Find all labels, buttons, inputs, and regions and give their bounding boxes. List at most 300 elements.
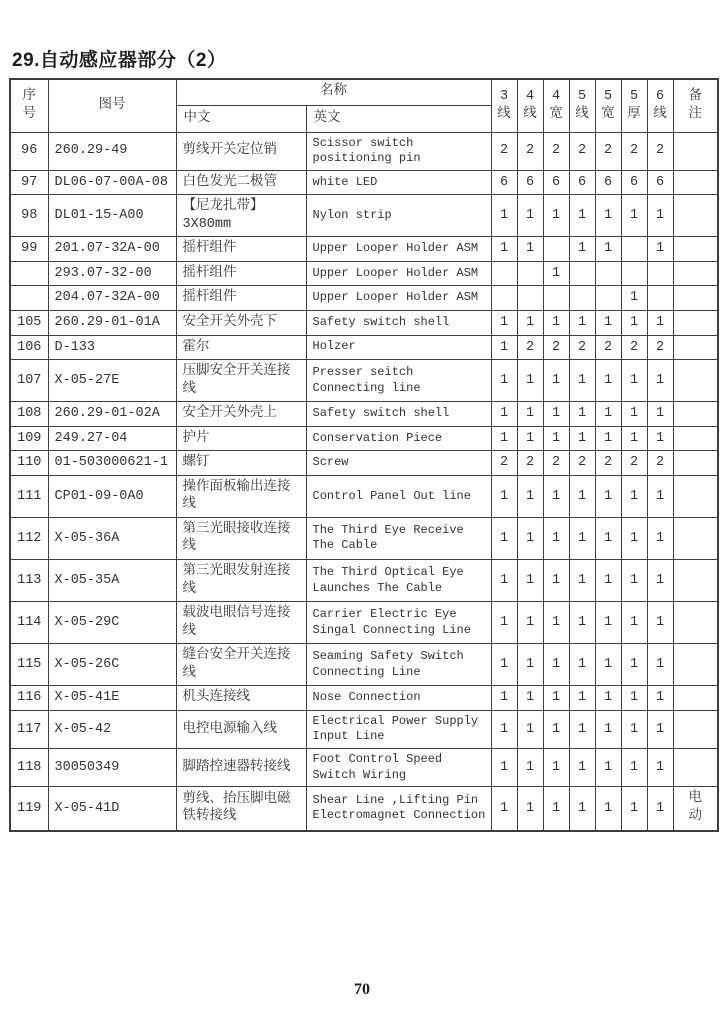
cn-name-cell: 【尼龙扎带】3X80mm	[176, 195, 306, 237]
qty-cell: 1	[621, 787, 647, 831]
qty-cell: 1	[595, 426, 621, 451]
header-qty-4wide	[543, 79, 569, 132]
header-qty-3line-label: 3线	[497, 88, 511, 122]
table-row	[10, 402, 718, 427]
qty-cell	[517, 261, 543, 286]
cn-name-cell: 摇杆组件	[176, 237, 306, 262]
header-qty-5line	[569, 79, 595, 132]
qty-cell: 1	[517, 426, 543, 451]
seq-cell: 119	[10, 787, 48, 831]
qty-cell: 1	[569, 195, 595, 237]
qty-cell	[595, 261, 621, 286]
code-cell: DL01-15-A00	[48, 195, 176, 237]
remark-label: 电动	[688, 791, 702, 825]
qty-cell: 2	[595, 335, 621, 360]
qty-cell: 2	[647, 335, 673, 360]
qty-cell: 1	[517, 644, 543, 686]
header-qty-3line	[491, 79, 517, 132]
code-cell: 293.07-32-00	[48, 261, 176, 286]
en-name-cell: Foot Control Speed Switch Wiring	[306, 749, 491, 787]
qty-cell: 6	[595, 170, 621, 195]
code-cell: 01-503000621-1	[48, 451, 176, 476]
seq-cell: 110	[10, 451, 48, 476]
en-name-cell: white LED	[306, 170, 491, 195]
qty-cell: 1	[647, 402, 673, 427]
qty-cell: 1	[621, 517, 647, 559]
header-qty-5wide	[595, 79, 621, 132]
qty-cell: 1	[543, 261, 569, 286]
table-row	[10, 132, 718, 170]
code-cell: X-05-36A	[48, 517, 176, 559]
seq-cell: 116	[10, 686, 48, 711]
cn-name-cell: 脚踏控速器转接线	[176, 749, 306, 787]
table-row	[10, 451, 718, 476]
code-cell: X-05-42	[48, 710, 176, 748]
qty-cell: 6	[647, 170, 673, 195]
cn-name-cell: 第三光眼接收连接线	[176, 517, 306, 559]
table-row	[10, 517, 718, 559]
qty-cell: 1	[517, 517, 543, 559]
header-seq	[10, 79, 48, 132]
qty-cell: 1	[569, 310, 595, 335]
qty-cell: 2	[569, 132, 595, 170]
en-name-cell: Carrier Electric Eye Singal Connecting Line	[306, 602, 491, 644]
qty-cell: 1	[517, 787, 543, 831]
code-cell: DL06-07-00A-08	[48, 170, 176, 195]
code-cell: X-05-41E	[48, 686, 176, 711]
qty-cell: 1	[621, 195, 647, 237]
seq-cell: 117	[10, 710, 48, 748]
table-row	[10, 686, 718, 711]
seq-cell: 118	[10, 749, 48, 787]
qty-cell: 1	[491, 787, 517, 831]
cn-name-cell: 安全开关外壳上	[176, 402, 306, 427]
table-row	[10, 310, 718, 335]
header-remark	[673, 79, 718, 132]
qty-cell: 1	[517, 237, 543, 262]
en-name-cell: Control Panel Out line	[306, 475, 491, 517]
table-row	[10, 710, 718, 748]
header-qty-5thick-label: 5厚	[627, 88, 641, 122]
qty-cell: 2	[491, 451, 517, 476]
qty-cell: 1	[491, 686, 517, 711]
qty-cell: 1	[595, 517, 621, 559]
remark-cell	[673, 426, 718, 451]
qty-cell: 1	[543, 195, 569, 237]
en-name-cell: Upper Looper Holder ASM	[306, 286, 491, 311]
qty-cell: 1	[491, 475, 517, 517]
en-name-cell: Upper Looper Holder ASM	[306, 261, 491, 286]
seq-cell: 96	[10, 132, 48, 170]
en-name-cell: Shear Line ,Lifting Pin Electromagnet Connection	[306, 787, 491, 831]
code-cell: CP01-09-0A0	[48, 475, 176, 517]
qty-cell: 1	[621, 644, 647, 686]
table-row	[10, 602, 718, 644]
qty-cell: 2	[647, 132, 673, 170]
qty-cell: 1	[543, 644, 569, 686]
qty-cell: 1	[543, 517, 569, 559]
seq-cell: 113	[10, 559, 48, 601]
cn-name-cell: 摇杆组件	[176, 261, 306, 286]
remark-cell	[673, 602, 718, 644]
qty-cell: 1	[595, 402, 621, 427]
table-body	[10, 132, 718, 831]
cn-name-cell: 电控电源输入线	[176, 710, 306, 748]
en-name-cell: Nylon strip	[306, 195, 491, 237]
qty-cell: 1	[543, 787, 569, 831]
qty-cell: 1	[517, 749, 543, 787]
remark-cell	[673, 310, 718, 335]
seq-cell: 109	[10, 426, 48, 451]
qty-cell: 1	[595, 559, 621, 601]
header-qty-5wide-label: 5宽	[601, 88, 615, 122]
qty-cell: 1	[569, 644, 595, 686]
remark-cell	[673, 360, 718, 402]
qty-cell: 1	[517, 686, 543, 711]
qty-cell: 1	[621, 559, 647, 601]
header-qty-6line	[647, 79, 673, 132]
qty-cell: 1	[569, 360, 595, 402]
qty-cell: 1	[647, 602, 673, 644]
header-qty-4line	[517, 79, 543, 132]
header-code: 图号	[48, 79, 176, 132]
header-seq-label: 序号	[22, 88, 36, 122]
header-qty-4wide-label: 4宽	[549, 88, 563, 122]
qty-cell: 1	[543, 749, 569, 787]
code-cell: 204.07-32A-00	[48, 286, 176, 311]
qty-cell: 1	[543, 602, 569, 644]
qty-cell: 1	[621, 475, 647, 517]
remark-cell	[673, 559, 718, 601]
table-row	[10, 195, 718, 237]
qty-cell	[621, 261, 647, 286]
table-header	[10, 79, 718, 132]
en-name-cell: The Third Eye Receive The Cable	[306, 517, 491, 559]
qty-cell: 1	[517, 602, 543, 644]
qty-cell: 1	[517, 559, 543, 601]
table-row	[10, 749, 718, 787]
qty-cell: 2	[569, 451, 595, 476]
qty-cell: 6	[517, 170, 543, 195]
remark-cell	[673, 286, 718, 311]
qty-cell: 1	[647, 237, 673, 262]
qty-cell: 1	[595, 710, 621, 748]
en-name-cell: Safety switch shell	[306, 402, 491, 427]
code-cell: 249.27-04	[48, 426, 176, 451]
seq-cell: 112	[10, 517, 48, 559]
qty-cell: 1	[569, 475, 595, 517]
qty-cell	[543, 237, 569, 262]
qty-cell	[491, 261, 517, 286]
qty-cell: 1	[569, 237, 595, 262]
qty-cell: 2	[647, 451, 673, 476]
remark-cell	[673, 475, 718, 517]
cn-name-cell: 白色发光二极管	[176, 170, 306, 195]
qty-cell	[569, 286, 595, 311]
qty-cell: 1	[491, 195, 517, 237]
table-row	[10, 787, 718, 831]
qty-cell: 1	[595, 475, 621, 517]
seq-cell: 108	[10, 402, 48, 427]
qty-cell: 1	[543, 710, 569, 748]
seq-cell: 99	[10, 237, 48, 262]
qty-cell: 1	[569, 517, 595, 559]
cn-name-cell: 缝台安全开关连接线	[176, 644, 306, 686]
en-name-cell: Scissor switch positioning pin	[306, 132, 491, 170]
qty-cell: 1	[647, 710, 673, 748]
seq-cell: 114	[10, 602, 48, 644]
table-row	[10, 644, 718, 686]
page-number: 70	[354, 981, 370, 998]
qty-cell: 1	[647, 559, 673, 601]
qty-cell	[647, 286, 673, 311]
en-name-cell: The Third Optical Eye Launches The Cable	[306, 559, 491, 601]
cn-name-cell: 护片	[176, 426, 306, 451]
qty-cell: 1	[621, 602, 647, 644]
cn-name-cell: 摇杆组件	[176, 286, 306, 311]
qty-cell: 2	[517, 335, 543, 360]
header-remark-label: 备注	[688, 88, 702, 122]
qty-cell: 1	[647, 787, 673, 831]
header-qty-6line-label: 6线	[653, 88, 667, 122]
qty-cell: 6	[621, 170, 647, 195]
qty-cell: 1	[621, 749, 647, 787]
qty-cell: 1	[647, 644, 673, 686]
qty-cell: 2	[491, 132, 517, 170]
code-cell: X-05-35A	[48, 559, 176, 601]
code-cell: 260.29-49	[48, 132, 176, 170]
cn-name-cell: 第三光眼发射连接线	[176, 559, 306, 601]
qty-cell: 1	[569, 559, 595, 601]
seq-cell: 106	[10, 335, 48, 360]
qty-cell	[517, 286, 543, 311]
remark-cell	[673, 261, 718, 286]
qty-cell	[491, 286, 517, 311]
header-qty-5line-label: 5线	[575, 88, 589, 122]
seq-cell	[10, 261, 48, 286]
qty-cell: 1	[595, 360, 621, 402]
cn-name-cell: 机头连接线	[176, 686, 306, 711]
qty-cell: 1	[595, 787, 621, 831]
cn-name-cell: 操作面板输出连接线	[176, 475, 306, 517]
qty-cell: 1	[595, 602, 621, 644]
code-cell: 30050349	[48, 749, 176, 787]
qty-cell: 1	[491, 517, 517, 559]
header-cn: 中文	[176, 105, 306, 132]
qty-cell: 1	[543, 402, 569, 427]
qty-cell: 1	[647, 360, 673, 402]
qty-cell: 1	[621, 402, 647, 427]
code-cell: X-05-27E	[48, 360, 176, 402]
qty-cell: 1	[491, 360, 517, 402]
en-name-cell: Holzer	[306, 335, 491, 360]
qty-cell: 1	[621, 286, 647, 311]
qty-cell: 2	[621, 451, 647, 476]
qty-cell: 1	[595, 686, 621, 711]
qty-cell: 1	[543, 360, 569, 402]
table-row	[10, 559, 718, 601]
qty-cell: 2	[543, 451, 569, 476]
remark-cell	[673, 710, 718, 748]
remark-cell	[673, 644, 718, 686]
qty-cell: 1	[491, 749, 517, 787]
code-cell: X-05-41D	[48, 787, 176, 831]
qty-cell: 1	[491, 602, 517, 644]
header-en: 英文	[306, 105, 491, 132]
qty-cell: 1	[491, 559, 517, 601]
code-cell: 260.29-01-02A	[48, 402, 176, 427]
qty-cell: 1	[517, 475, 543, 517]
qty-cell: 1	[517, 310, 543, 335]
en-name-cell: Screw	[306, 451, 491, 476]
seq-cell: 105	[10, 310, 48, 335]
qty-cell: 1	[491, 644, 517, 686]
remark-cell	[673, 402, 718, 427]
cn-name-cell: 安全开关外壳下	[176, 310, 306, 335]
qty-cell: 2	[517, 132, 543, 170]
qty-cell: 1	[517, 402, 543, 427]
qty-cell: 1	[569, 686, 595, 711]
qty-cell: 1	[491, 426, 517, 451]
qty-cell: 1	[569, 749, 595, 787]
en-name-cell: Upper Looper Holder ASM	[306, 237, 491, 262]
seq-cell: 107	[10, 360, 48, 402]
remark-cell	[673, 451, 718, 476]
seq-cell: 115	[10, 644, 48, 686]
remark-cell	[673, 787, 718, 831]
qty-cell: 6	[491, 170, 517, 195]
seq-cell: 111	[10, 475, 48, 517]
qty-cell: 1	[491, 710, 517, 748]
qty-cell: 2	[595, 132, 621, 170]
en-name-cell: Nose Connection	[306, 686, 491, 711]
qty-cell: 1	[543, 475, 569, 517]
remark-cell	[673, 195, 718, 237]
code-cell: 201.07-32A-00	[48, 237, 176, 262]
qty-cell: 1	[517, 710, 543, 748]
header-name-group: 名称	[176, 79, 491, 105]
code-cell: D-133	[48, 335, 176, 360]
table-row	[10, 475, 718, 517]
cn-name-cell: 螺钉	[176, 451, 306, 476]
qty-cell: 2	[543, 132, 569, 170]
seq-cell: 97	[10, 170, 48, 195]
remark-cell	[673, 749, 718, 787]
remark-cell	[673, 335, 718, 360]
qty-cell	[621, 237, 647, 262]
cn-name-cell: 剪线开关定位销	[176, 132, 306, 170]
qty-cell	[647, 261, 673, 286]
qty-cell: 1	[569, 710, 595, 748]
table-row	[10, 286, 718, 311]
qty-cell: 1	[491, 335, 517, 360]
qty-cell: 2	[621, 335, 647, 360]
seq-cell	[10, 286, 48, 311]
qty-cell: 1	[491, 310, 517, 335]
remark-cell	[673, 132, 718, 170]
en-name-cell: Electrical Power Supply Input Line	[306, 710, 491, 748]
qty-cell: 1	[621, 686, 647, 711]
qty-cell: 1	[517, 360, 543, 402]
table-row	[10, 426, 718, 451]
remark-cell	[673, 170, 718, 195]
code-cell: 260.29-01-01A	[48, 310, 176, 335]
qty-cell: 1	[621, 360, 647, 402]
page-title: 29.自动感应器部分（2）	[12, 50, 227, 71]
qty-cell: 1	[647, 475, 673, 517]
qty-cell: 1	[543, 426, 569, 451]
qty-cell: 1	[595, 644, 621, 686]
qty-cell: 2	[543, 335, 569, 360]
qty-cell: 1	[569, 402, 595, 427]
qty-cell: 1	[621, 426, 647, 451]
qty-cell: 2	[517, 451, 543, 476]
qty-cell	[595, 286, 621, 311]
header-qty-4line-label: 4线	[523, 88, 537, 122]
qty-cell: 1	[543, 310, 569, 335]
qty-cell: 1	[543, 686, 569, 711]
table-row	[10, 170, 718, 195]
qty-cell: 1	[569, 602, 595, 644]
en-name-cell: Safety switch shell	[306, 310, 491, 335]
qty-cell	[569, 261, 595, 286]
qty-cell: 1	[595, 195, 621, 237]
qty-cell: 1	[569, 426, 595, 451]
qty-cell: 2	[595, 451, 621, 476]
en-name-cell: Presser seitch Connecting line	[306, 360, 491, 402]
qty-cell: 6	[569, 170, 595, 195]
qty-cell: 1	[595, 310, 621, 335]
qty-cell: 1	[595, 749, 621, 787]
table-row	[10, 335, 718, 360]
remark-cell	[673, 237, 718, 262]
qty-cell: 1	[647, 195, 673, 237]
table-row	[10, 261, 718, 286]
cn-name-cell: 霍尔	[176, 335, 306, 360]
parts-table	[9, 78, 719, 832]
table-row	[10, 360, 718, 402]
remark-cell	[673, 686, 718, 711]
qty-cell: 1	[491, 237, 517, 262]
qty-cell: 1	[621, 310, 647, 335]
en-name-cell: Seaming Safety Switch Connecting Line	[306, 644, 491, 686]
qty-cell: 2	[621, 132, 647, 170]
qty-cell: 1	[569, 787, 595, 831]
qty-cell: 1	[595, 237, 621, 262]
qty-cell: 1	[491, 402, 517, 427]
table-row	[10, 237, 718, 262]
header-qty-5thick	[621, 79, 647, 132]
qty-cell: 1	[647, 517, 673, 559]
code-cell: X-05-26C	[48, 644, 176, 686]
seq-cell: 98	[10, 195, 48, 237]
qty-cell: 1	[517, 195, 543, 237]
code-cell: X-05-29C	[48, 602, 176, 644]
qty-cell: 6	[543, 170, 569, 195]
qty-cell: 1	[647, 686, 673, 711]
cn-name-cell: 剪线、抬压脚电磁铁转接线	[176, 787, 306, 831]
cn-name-cell: 压脚安全开关连接线	[176, 360, 306, 402]
cn-name-cell: 载波电眼信号连接线	[176, 602, 306, 644]
qty-cell: 1	[621, 710, 647, 748]
qty-cell: 1	[647, 310, 673, 335]
qty-cell: 1	[647, 426, 673, 451]
en-name-cell: Conservation Piece	[306, 426, 491, 451]
qty-cell	[543, 286, 569, 311]
remark-cell	[673, 517, 718, 559]
qty-cell: 2	[569, 335, 595, 360]
qty-cell: 1	[647, 749, 673, 787]
